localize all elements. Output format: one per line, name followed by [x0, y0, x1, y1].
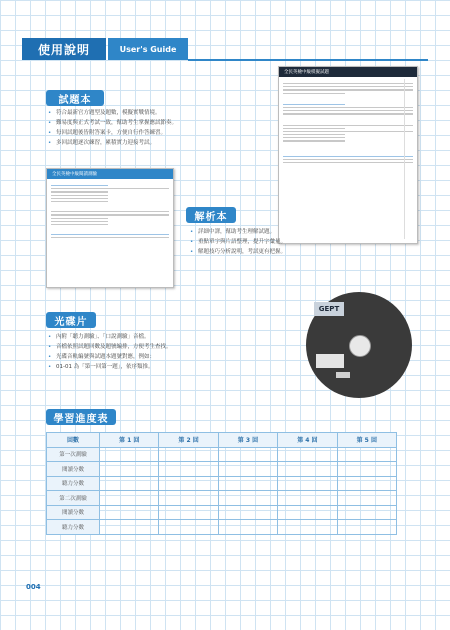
- list-item: • 每回試題後皆附答案卡，方便自行作答練習。: [48, 128, 177, 138]
- cd-bullet-list: [48, 332, 172, 372]
- cd-label-text: GEPT: [314, 302, 344, 316]
- thumbnail-title: 全民英檢中級模擬試題: [279, 67, 417, 77]
- page-title: 使用說明: [22, 38, 106, 60]
- list-item: • 詳細中譯，幫助考生理解試題。: [190, 227, 286, 237]
- table-row: [47, 505, 397, 520]
- list-item: • 符合最新官方題型及題數，模擬實戰情境。: [48, 108, 177, 118]
- table-cell[interactable]: [278, 447, 337, 462]
- table-cell[interactable]: [218, 491, 277, 506]
- table-header-row: [47, 433, 397, 448]
- section-label-trial: 試題本: [46, 90, 104, 106]
- column-header: 第 1 回: [100, 433, 159, 448]
- column-header: 第 5 回: [337, 433, 396, 448]
- sample-page-thumbnail-2: [46, 168, 174, 288]
- table-cell[interactable]: [337, 491, 396, 506]
- table-row: [47, 462, 397, 477]
- table-cell[interactable]: [218, 476, 277, 491]
- table-cell[interactable]: [278, 520, 337, 535]
- column-header: 回數: [47, 433, 100, 448]
- table-cell[interactable]: [337, 505, 396, 520]
- table-cell[interactable]: [337, 447, 396, 462]
- table-cell[interactable]: [278, 476, 337, 491]
- table-cell[interactable]: [218, 520, 277, 535]
- table-cell[interactable]: [159, 476, 218, 491]
- table-cell[interactable]: [100, 505, 159, 520]
- table-cell[interactable]: [159, 462, 218, 477]
- table-cell[interactable]: [100, 462, 159, 477]
- row-header: 閱讀分數: [47, 505, 100, 520]
- section-label-progress: 學習進度表: [46, 409, 116, 425]
- trial-bullet-list: [48, 108, 177, 148]
- section-label-answer: 解析本: [186, 207, 236, 223]
- table-row: [47, 476, 397, 491]
- section-label-cd: 光碟片: [46, 312, 96, 328]
- answer-bullet-list: [190, 227, 286, 257]
- table-cell[interactable]: [337, 462, 396, 477]
- table-cell[interactable]: [278, 491, 337, 506]
- column-header: 第 3 回: [218, 433, 277, 448]
- column-header: 第 2 回: [159, 433, 218, 448]
- table-cell[interactable]: [100, 491, 159, 506]
- table-cell[interactable]: [218, 462, 277, 477]
- table-row: [47, 447, 397, 462]
- row-header: 聽力分數: [47, 476, 100, 491]
- list-item: • 01-01 為「第一回第一題」，依序類推。: [48, 362, 172, 372]
- thumbnail-title: 全民英檢中級閱讀測驗: [47, 169, 173, 179]
- list-item: • 重點單字與片語整理，提升字彙量。: [190, 237, 286, 247]
- table-cell[interactable]: [337, 520, 396, 535]
- row-header: 聽力分數: [47, 520, 100, 535]
- cd-image: [306, 292, 412, 398]
- list-item: • 難易度與正式考試一致，幫助考生掌握應試節奏。: [48, 118, 177, 128]
- cd-center-hole: [349, 335, 371, 357]
- list-item: • 音檔依照試題回數及題號編排，方便考生查找。: [48, 342, 172, 352]
- page-number: 004: [26, 583, 41, 591]
- list-item: • 多回試題逐次練習，累積實力迎接考試。: [48, 138, 177, 148]
- header-divider: [188, 59, 428, 61]
- thumbnail-answer-column: [404, 79, 415, 239]
- column-header: 第 4 回: [278, 433, 337, 448]
- row-header: 第一次測驗: [47, 447, 100, 462]
- progress-table: [46, 432, 397, 535]
- row-header: 閱讀分數: [47, 462, 100, 477]
- table-cell[interactable]: [278, 462, 337, 477]
- cd-logo-block: [316, 354, 344, 368]
- row-header: 第二次測驗: [47, 491, 100, 506]
- table-row: [47, 491, 397, 506]
- page-subtitle: User's Guide: [108, 38, 188, 60]
- table-cell[interactable]: [100, 447, 159, 462]
- table-cell[interactable]: [159, 505, 218, 520]
- table-cell[interactable]: [159, 447, 218, 462]
- table-cell[interactable]: [159, 491, 218, 506]
- cd-barcode: [336, 372, 350, 378]
- list-item: • 光碟音軌編號與試題本題號對應，例如：: [48, 352, 172, 362]
- table-row: [47, 520, 397, 535]
- table-cell[interactable]: [218, 447, 277, 462]
- list-item: • 內附「聽力測驗」、「口說測驗」音檔。: [48, 332, 172, 342]
- table-cell[interactable]: [218, 505, 277, 520]
- sample-page-thumbnail-1: [278, 66, 418, 244]
- table-cell[interactable]: [337, 476, 396, 491]
- table-cell[interactable]: [159, 520, 218, 535]
- list-item: • 解題技巧分析說明，考試更有把握。: [190, 247, 286, 257]
- table-cell[interactable]: [278, 505, 337, 520]
- table-cell[interactable]: [100, 520, 159, 535]
- table-cell[interactable]: [100, 476, 159, 491]
